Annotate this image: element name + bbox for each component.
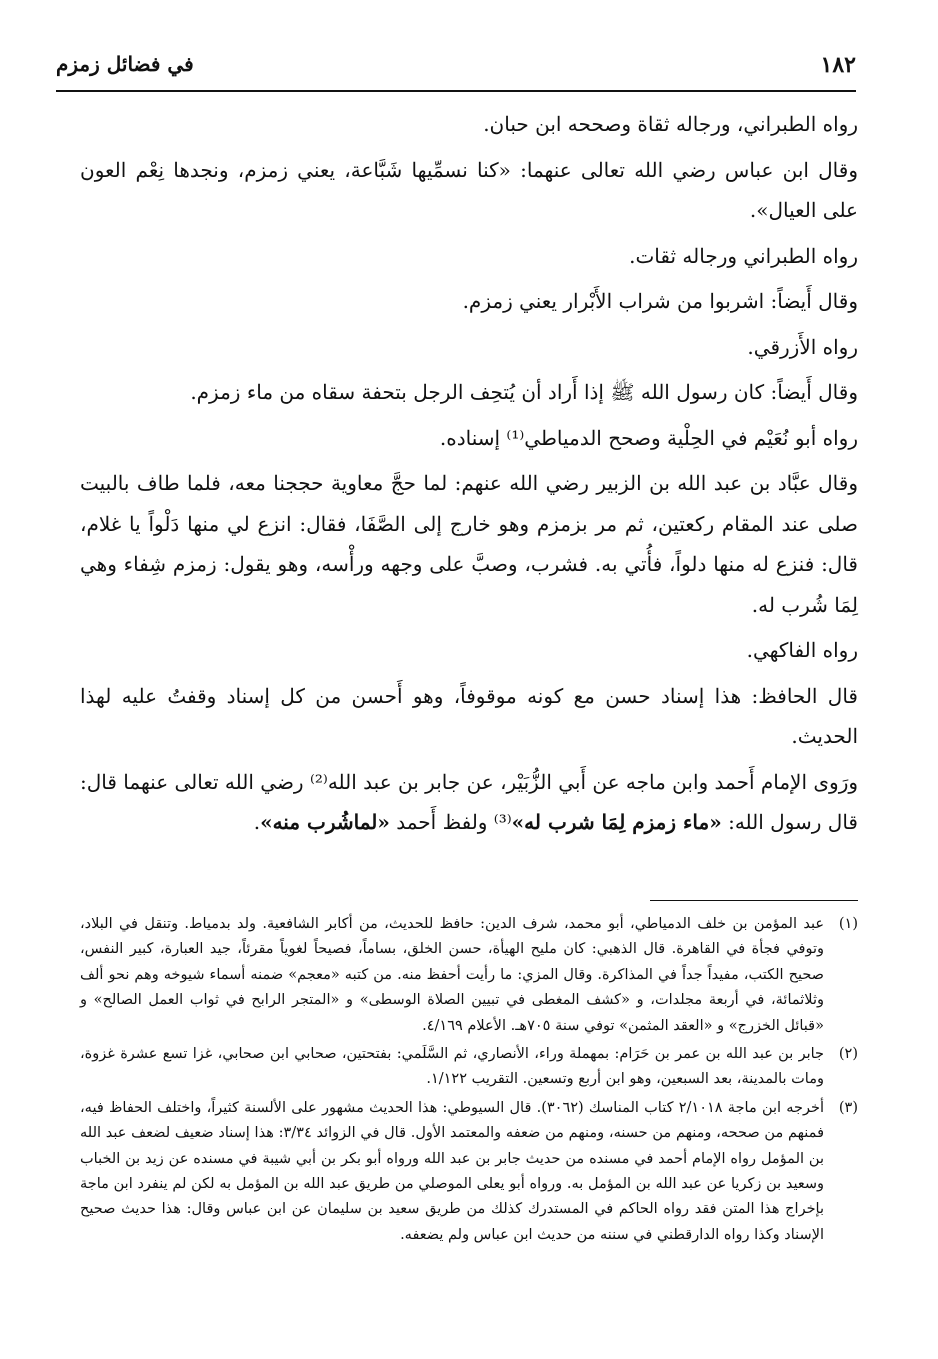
footnote-number: (١): [838, 916, 858, 932]
paragraph: رواه أبو نُعَيْم في الحِلْية وصحح الدمياطي⁽¹⁾ إسناده.: [439, 425, 858, 450]
running-title: في فضائل زمزم: [56, 52, 194, 76]
footnote-text: عبد المؤمن بن خلف الدمياطي، أبو محمد، شرف الدين: حافظ للحديث، من أكابر الشافعية. ولد بدمياط. وتنقل في البلاد، وتوفي فجأة في القاهرة. قال الذهبي: كان مليح الهيأة، حسن الخلق، بساماً، فصيحاً لغوياً مقرئاً، جيد العبارة، كبير النفس، صحيح الكتب، مفيداً جداً في المذاكرة. وقال المزي: ما رأيت أحفظ منه. من كتبه «معجم» ضمنه أسماء شيوخه وهم نحو ألف وثلاثمائة، في أربعة مجلدات، و «كشف المغطى في تبيين الصلاة الوسطى» و «المتجر الرابح في ثواب العمل الصالح» و «قبائل الخزرج» و «العقد المثمن» توفي سنة ٧٠٥هـ. الأعلام ٤/١٦٩.: [80, 916, 824, 1034]
paragraph: رواه الطبراني، ورجاله ثقاة وصححه ابن حبان.: [483, 112, 858, 136]
footnote-number: (٣): [838, 1099, 858, 1116]
hadith-text: ⁽³⁾ ولفظ أَحمد: [389, 810, 512, 834]
footnotes: [80, 912, 858, 1251]
footnote-text: جابر بن عبد الله بن عمر بن حَرَام: بمهملة وراء، الأنصاري، ثم السَّلَمي: بفتحتين، صحابي ابن صحابي، غزا تسع عشرة غزوة، ومات بالمدينة، بعد السبعين، وهو ابن أربع وتسعين. التقريب ١/١٢٢.: [80, 1046, 824, 1088]
hadith-text: .: [253, 810, 261, 834]
hadith-paragraph: [80, 762, 858, 843]
footnote: [80, 1096, 858, 1248]
header-rule: [56, 90, 856, 92]
main-text: [80, 104, 858, 848]
footnote: [80, 1042, 858, 1093]
footnote-rule: [650, 900, 858, 901]
hadith-quote: «ماء زمزم لِمَا شرب له»: [511, 810, 722, 834]
paragraph: وقال عبَّاد بن عبد الله بن الزبير رضي الله عنهم: لما حجَّ معاوية حججنا معه، فلما طاف بالبيت صلى عند المقام ركعتين، ثم مر بزمزم وهو خارج إلى الصَّفَا، فقال: انزع لي منها دَلْواً يا غلام، قال: فنزع له منها دلواً، فأُتي به. فشرب، وصبَّ على وجهه ورأْسه، وهو يقول: زمزم شِفاء وهي لِمَا شُرب له.: [80, 471, 858, 617]
paragraph: رواه الطبراني ورجاله ثقات.: [629, 243, 858, 268]
paragraph: رواه الفاكهي.: [746, 638, 858, 662]
page-number: ١٨٢: [820, 52, 856, 78]
paragraph: رواه الأَزرقي.: [747, 334, 858, 359]
paragraph: وقال ابن عباس رضي الله تعالى عنهما: «كنا نسمِّيها شَبَّاعة، يعني زمزم، ونجدها نِعْم العون على العيال».: [80, 157, 858, 222]
paragraph: وقال أَيضاً: كان رسول الله ﷺ إذا أَراد أن يُتحِف الرجل بتحفة سقاه من ماء زمزم.: [190, 380, 858, 404]
paragraph: وقال أَيضاً: اشربوا من شراب الأَبْرار يعني زمزم.: [462, 289, 858, 313]
page-header: [56, 48, 856, 88]
hadith-quote: «لماشُرب منه»: [260, 810, 390, 834]
hadith-text: ورَوى الإمام أَحمد وابن ماجه عن أَبي الزُّبَيْر، عن جابر بن عبد الله⁽²⁾ رضي الله تعالى عنهما قال: قال رسول الله:: [80, 769, 859, 834]
footnote: [80, 912, 858, 1039]
footnote-text: أخرجه ابن ماجة ٢/١٠١٨ كتاب المناسك (٣٠٦٢). قال السيوطي: هذا الحديث مشهور على الألسنة كثيراً، واختلف الحفاظ فيه، فمنهم من صححه، ومنهم من حسنه، ومنهم من ضعفه والمعتمد الأول. قال في الزوائد ٣/٣٤: هذا إسناد ضعيف لضعف عبد الله بن المؤمل رواه الإمام أحمد في مسنده من حديث جابر بن عبد الله ورواه أبو بكر بن أبي شيبة في مسنده عن زيد بن الخباب وسعيد بن زكريا عن عبد الله بن المؤمل به. ورواه أبو يعلى الموصلي من طريق عبد الله بن المؤمل به لكن لم ينفرد ابن ماجة بإخراج هذا المتن فقد رواه الحاكم في المستدرك كذلك من طريق سعيد بن سليمان عن ابن عباس وقال: هذا حديث صحيح الإسناد وكذا رواه الدارقطني في سننه من حديث ابن عباس ولم يضعفه.: [80, 1099, 824, 1243]
paragraph: قال الحافظ: هذا إسناد حسن مع كونه موقوفاً، وهو أَحسن من كل إسناد وقفتُ عليه لهذا الحديث.: [80, 683, 858, 748]
footnote-number: (٢): [838, 1046, 858, 1063]
